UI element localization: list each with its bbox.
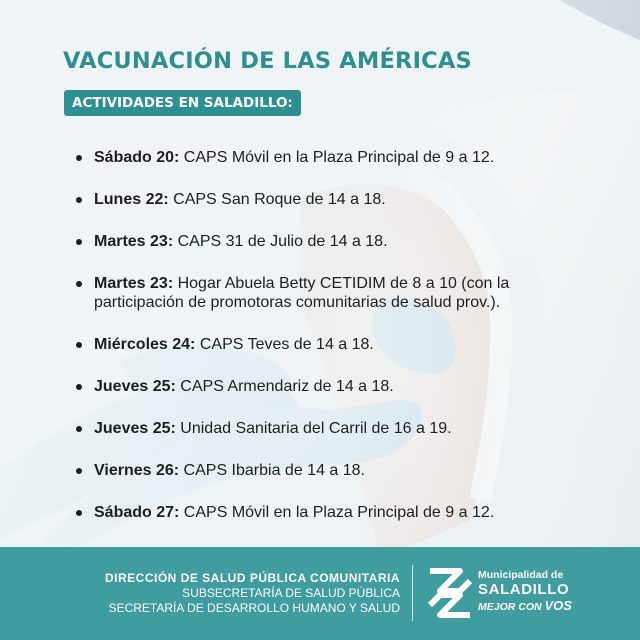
activity-day: Sábado 20: [94, 149, 180, 166]
activity-day: Lunes 22: [94, 191, 169, 208]
page-title: VACUNACIÓN DE LAS AMÉRICAS [63, 48, 472, 74]
footer-direction: DIRECCIÓN DE SALUD PÚBLICA COMUNITARIA [105, 571, 400, 585]
activity-day: Miércoles 24: [94, 336, 196, 353]
list-item [76, 274, 596, 312]
list-item [76, 232, 596, 251]
municipality-brand [478, 569, 572, 614]
footer-secretary: SECRETARÍA DE DESARROLLO HUMANO Y SALUD [108, 601, 400, 615]
activity-day: Jueves 25: [94, 378, 176, 395]
list-item [76, 148, 596, 167]
activity-day: Sábado 27: [94, 504, 180, 521]
list-item [76, 461, 596, 480]
list-item [76, 190, 596, 209]
municipality-label: Municipalidad de [478, 569, 564, 581]
slogan-text: MEJOR CON [478, 601, 542, 613]
activity-day: Viernes 26: [94, 462, 180, 479]
list-item [76, 335, 596, 354]
municipality-name: SALADILLO [478, 581, 570, 598]
activity-text: Hogar Abuela Betty CETIDIM de 8 a 10 (con la participación de promotoras comunitarias de salud prov.). [94, 275, 510, 311]
list-item [76, 419, 596, 438]
list-item [76, 377, 596, 396]
activity-text: CAPS Teves de 14 a 18. [195, 336, 374, 353]
activity-day: Martes 23: [94, 275, 174, 292]
activity-text: CAPS San Roque de 14 a 18. [168, 191, 386, 208]
municipality-logo-icon [426, 567, 474, 619]
activity-text: CAPS Móvil en la Plaza Principal de 9 a 12. [179, 504, 495, 521]
footer [0, 547, 640, 640]
activity-text: CAPS Armendariz de 14 a 18. [175, 378, 394, 395]
activity-text: CAPS 31 de Julio de 14 a 18. [173, 233, 388, 250]
activity-text: CAPS Móvil en la Plaza Principal de 9 a 12. [179, 149, 495, 166]
section-badge: ACTIVIDADES EN SALADILLO: [64, 90, 301, 116]
activities-list [76, 148, 596, 545]
activity-text: Unidad Sanitaria del Carril de 16 a 19. [175, 420, 452, 437]
slogan [478, 599, 572, 614]
list-item [76, 503, 596, 522]
footer-subsecretary: SUBSECRETARÍA DE SALUD PÚBLICA [182, 586, 400, 600]
slogan-accent: VOS [544, 598, 572, 613]
activity-text: CAPS Ibarbia de 14 a 18. [179, 462, 365, 479]
footer-credits [105, 571, 400, 616]
activity-day: Jueves 25: [94, 420, 176, 437]
footer-divider [412, 565, 413, 621]
activity-day: Martes 23: [94, 233, 174, 250]
